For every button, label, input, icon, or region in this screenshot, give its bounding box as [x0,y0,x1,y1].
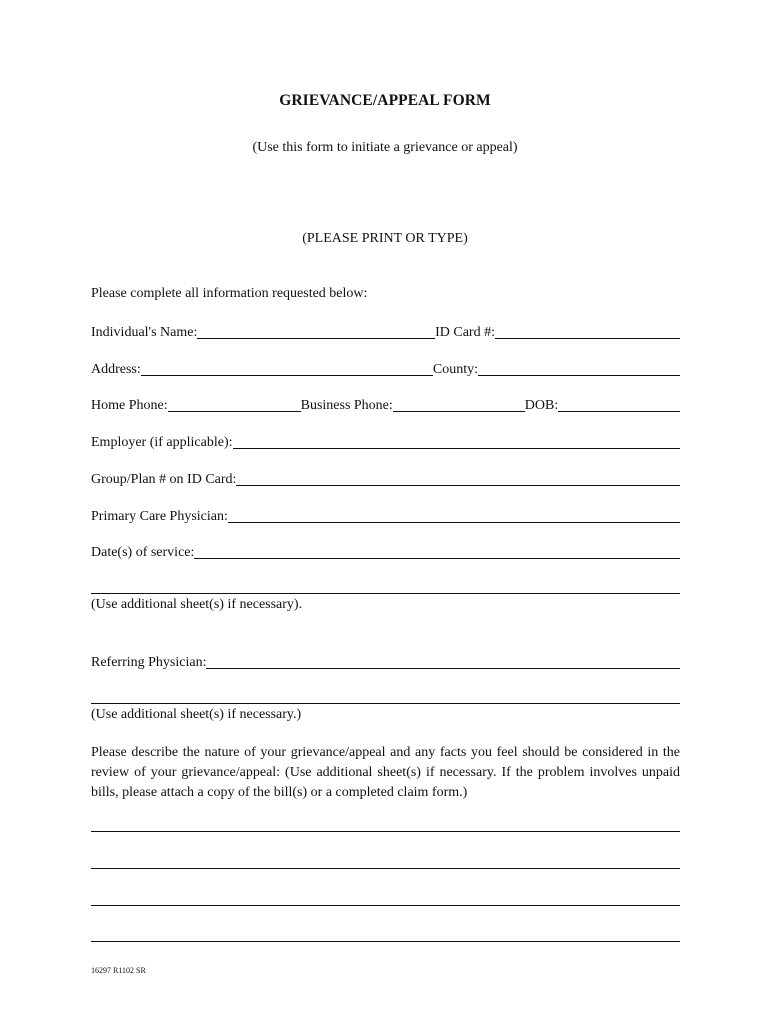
id-card-label: ID Card #: [435,325,495,340]
dob-field[interactable] [558,411,680,412]
service-additional-note: (Use additional sheet(s) if necessary). [91,597,303,612]
description-prompt: Please describe the nature of your grievance/appeal and any facts you feel should be considered in the review of your grievance/appeal: (Use additional sheet(s) if necessary. If the problem involves unpaid bills, please attach a copy of the bill(s) or a completed claim form.) [91,745,680,800]
phone-dob-row [91,394,680,414]
description-line[interactable] [91,868,680,869]
group-plan-label: Group/Plan # on ID Card: [91,472,237,487]
dates-of-service-row [91,541,680,561]
form-subtitle: (Use this form to initiate a grievance or appeal) [252,140,518,155]
home-phone-field[interactable] [168,411,301,412]
address-field[interactable] [141,375,433,376]
referring-physician-label: Referring Physician: [91,655,207,670]
id-card-field[interactable] [495,338,680,339]
business-phone-label: Business Phone: [300,398,393,413]
dob-label: DOB: [524,398,559,413]
county-field[interactable] [478,375,680,376]
employer-label: Employer (if applicable): [91,435,233,450]
dates-of-service-extra-line[interactable] [91,593,680,594]
group-plan-row [91,468,680,488]
referring-physician-extra-line[interactable] [91,703,680,704]
dates-of-service-label: Date(s) of service: [91,545,195,560]
employer-field[interactable] [233,448,681,449]
form-code: 16297 R1102 SR [91,966,146,975]
individual-name-label: Individual's Name: [91,325,198,340]
county-label: County: [432,362,478,377]
pcp-field[interactable] [228,522,680,523]
home-phone-label: Home Phone: [91,398,168,413]
description-line[interactable] [91,905,680,906]
print-instruction: (PLEASE PRINT OR TYPE) [302,231,468,246]
description-line[interactable] [91,941,680,942]
dates-of-service-field[interactable] [194,558,680,559]
name-id-row [91,321,680,341]
description-line[interactable] [91,831,680,832]
address-label: Address: [91,362,141,377]
pcp-row [91,505,680,525]
individual-name-field[interactable] [197,338,435,339]
address-county-row [91,358,680,378]
referring-physician-row [91,651,680,671]
referring-physician-field[interactable] [206,668,680,669]
business-phone-field[interactable] [393,411,525,412]
instructions-text: Please complete all information requested below: [91,286,368,301]
group-plan-field[interactable] [236,485,680,486]
referring-additional-note: (Use additional sheet(s) if necessary.) [91,707,302,722]
employer-row [91,431,680,451]
form-title: GRIEVANCE/APPEAL FORM [279,92,491,109]
pcp-label: Primary Care Physician: [91,509,228,524]
